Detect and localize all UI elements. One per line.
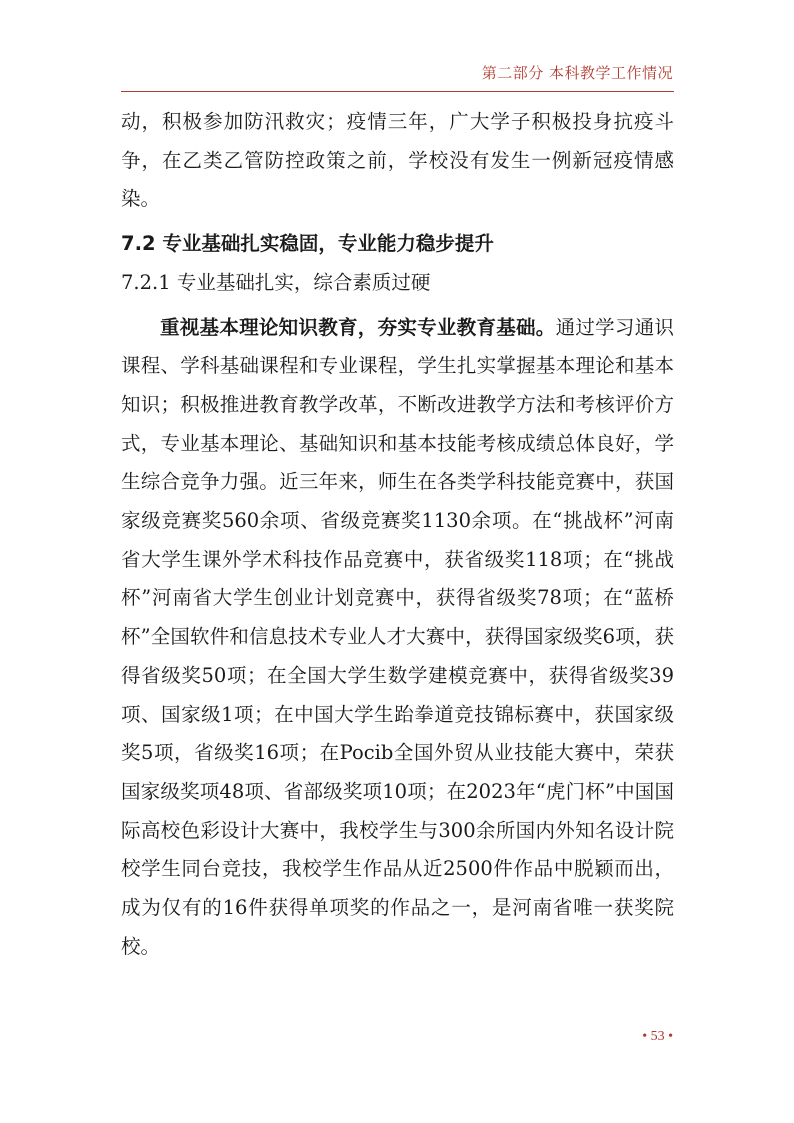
body-paragraph [121,309,674,967]
page-number: • 53 • [642,1029,673,1044]
subsection-heading: 7.2.1 专业基础扎实，综合素质过硬 [121,270,431,294]
header-divider [121,91,674,92]
paragraph-body: 通过学习通识课程、学科基础课程和专业课程，学生扎实掌握基本理论和基本知识；积极推进教育教学改革，不断改进教学方法和考核评价方式，专业基本理论、基础知识和基本技能考核成绩总体良好，学生综合竞争力强。近三年来，师生在各类学科技能竞赛中，获国家级竞赛奖560余项、省级竞赛奖1130余项。在“挑战杯”河南省大学生课外学术科技作品竞赛中，获省级奖118项；在“挑战杯”河南省大学生创业计划竞赛中，获得省级奖78项；在“蓝桥杯”全国软件和信息技术专业人才大赛中，获得国家级奖6项，获得省级奖50项；在全国大学生数学建模竞赛中，获得省级奖39项、国家级1项；在中国大学生跆拳道竞技锦标赛中，获国家级奖5项，省级奖16项；在Pocib全国外贸从业技能大赛中，荣获国家级奖项48项、省部级奖项10项；在2023年“虎门杯”中国国际高校色彩设计大赛中，我校学生与300余所国内外知名设计院校学生同台竞技，我校学生作品从近2500件作品中脱颖而出，成为仅有的16件获得单项奖的作品之一，是河南省唯一获奖院校。 [121,315,674,958]
section-heading: 7.2 专业基础扎实稳固，专业能力稳步提升 [121,232,494,256]
continued-paragraph: 动，积极参加防汛救灾；疫情三年，广大学子积极投身抗疫斗争，在乙类乙管防控政策之前，学校没有发生一例新冠疫情感染。 [121,110,674,211]
running-header: 第二部分 本科教学工作情况 [481,64,673,82]
paragraph-lead: 重视基本理论知识教育，夯实专业教育基础。 [160,315,556,339]
page-content [121,103,674,966]
